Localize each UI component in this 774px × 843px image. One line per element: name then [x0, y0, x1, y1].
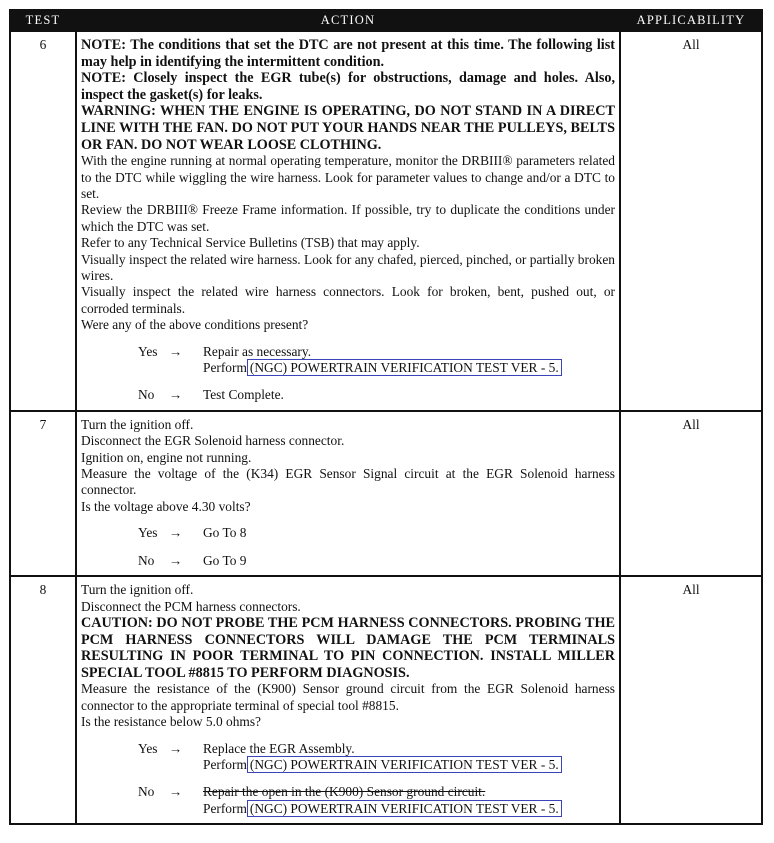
action-cell — [76, 411, 620, 576]
yes-branch — [138, 525, 615, 541]
branch-action-text: Replace the EGR Assembly. — [203, 740, 355, 756]
perform-line — [203, 757, 615, 773]
branch-key: Yes — [138, 740, 158, 756]
perform-line — [203, 801, 615, 817]
instruction-text: Turn the ignition off. — [81, 582, 194, 598]
instruction-text: Turn the ignition off. — [81, 416, 194, 432]
applicability-cell: All — [620, 31, 762, 411]
instruction-text: Measure the resistance of the (K900) Sensor ground circuit from the EGR Solenoid harness connector to the appropriate terminal of special tool #8815. — [81, 681, 615, 713]
instruction-text: Refer to any Technical Service Bulletins (TSB) that may apply. — [81, 235, 420, 251]
branch-action-text: Repair the open in the (K900) Sensor ground circuit. — [203, 784, 486, 800]
header-action: ACTION — [76, 10, 620, 31]
header-test: TEST — [10, 10, 76, 31]
instruction-text: With the engine running at normal operating temperature, monitor the DRBIII® parameters related to the DTC while wiggling the wire harness. Look for parameter values to change and/or a DTC to set. — [81, 153, 615, 201]
perform-label: Perform — [203, 800, 247, 816]
note-text: NOTE: Closely inspect the EGR tube(s) for obstructions, damage and holes. Also, inspect the gasket(s) for leaks. — [81, 70, 615, 103]
diagnostic-test-table — [9, 9, 763, 825]
right-arrow-icon: → — [169, 525, 183, 541]
applicability-cell: All — [620, 411, 762, 576]
branch-body — [203, 553, 615, 569]
no-branch — [138, 784, 615, 817]
instruction-text: Disconnect the PCM harness connectors. — [81, 598, 301, 614]
test-number: 6 — [10, 31, 76, 411]
perform-label: Perform — [203, 360, 247, 376]
branch-action-text: Go To 8 — [203, 525, 247, 541]
table-row — [10, 31, 762, 411]
branch-body — [203, 784, 615, 817]
instruction-text: Ignition on, engine not running. — [81, 449, 252, 465]
instruction-text: Is the voltage above 4.30 volts? — [81, 498, 251, 514]
instruction-text: Measure the voltage of the (K34) EGR Sensor Signal circuit at the EGR Solenoid harness connector. — [81, 466, 615, 498]
table-row — [10, 576, 762, 824]
table-header-row — [10, 10, 762, 31]
instruction-text: Review the DRBIII® Freeze Frame information. If possible, try to duplicate the conditions under which the DTC was set. — [81, 202, 615, 234]
branch-spacer — [81, 773, 615, 784]
branch-key: Yes — [138, 343, 158, 359]
verification-test-link[interactable]: (NGC) POWERTRAIN VERIFICATION TEST VER - 5. — [247, 756, 562, 773]
right-arrow-icon: → — [169, 740, 183, 756]
verification-test-link[interactable]: (NGC) POWERTRAIN VERIFICATION TEST VER - 5. — [247, 359, 562, 376]
test-number: 8 — [10, 576, 76, 824]
no-branch — [138, 387, 615, 403]
action-cell — [76, 31, 620, 411]
right-arrow-icon: → — [169, 784, 183, 800]
branch-action-text: Test Complete. — [203, 387, 284, 403]
branch-key: No — [138, 552, 155, 568]
diagnostic-table-page — [9, 9, 761, 825]
branch-key: No — [138, 387, 155, 403]
branch-body — [203, 387, 615, 403]
right-arrow-icon: → — [169, 552, 183, 568]
yes-branch — [138, 344, 615, 377]
yes-branch — [138, 741, 615, 774]
branch-action-text: Go To 9 — [203, 552, 247, 568]
note-text: NOTE: The conditions that set the DTC are not present at this time. The following list may help in identifying the intermittent condition. — [81, 37, 615, 70]
branch-action-text: Repair as necessary. — [203, 343, 312, 359]
note-text: WARNING: WHEN THE ENGINE IS OPERATING, DO NOT STAND IN A DIRECT LINE WITH THE FAN. DO NOT PUT YOUR HANDS NEAR THE PULLEYS, BELTS OR FAN. DO NOT WEAR LOOSE CLOTHING. — [81, 103, 615, 153]
instruction-text: Visually inspect the related wire harness connectors. Look for broken, bent, pushed out, or corroded terminals. — [81, 284, 615, 316]
branch-body — [203, 344, 615, 377]
branch-key: No — [138, 784, 155, 800]
test-number: 7 — [10, 411, 76, 576]
right-arrow-icon: → — [169, 387, 183, 403]
branch-body — [203, 741, 615, 774]
branch-body — [203, 525, 615, 541]
right-arrow-icon: → — [169, 343, 183, 359]
answer-branches — [81, 525, 615, 569]
verification-test-link[interactable]: (NGC) POWERTRAIN VERIFICATION TEST VER - 5. — [247, 800, 562, 817]
action-cell — [76, 576, 620, 824]
perform-line — [203, 360, 615, 376]
answer-branches — [81, 741, 615, 818]
instruction-text: Were any of the above conditions present? — [81, 317, 309, 333]
branch-spacer — [81, 542, 615, 553]
instruction-text: Disconnect the EGR Solenoid harness connector. — [81, 433, 345, 449]
branch-key: Yes — [138, 525, 158, 541]
instruction-text: Is the resistance below 5.0 ohms? — [81, 714, 261, 730]
table-row — [10, 411, 762, 576]
note-text: CAUTION: DO NOT PROBE THE PCM HARNESS CONNECTORS. PROBING THE PCM HARNESS CONNECTORS WILL DAMAGE THE PCM TERMINALS RESULTING IN POOR TERMINAL TO PIN CONNECTION. INSTALL MILLER SPECIAL TOOL #8815 TO PERFORM DIAGNOSIS. — [81, 614, 615, 681]
applicability-cell: All — [620, 576, 762, 824]
perform-label: Perform — [203, 756, 247, 772]
branch-spacer — [81, 376, 615, 387]
header-applicability: APPLICABILITY — [620, 10, 762, 31]
answer-branches — [81, 344, 615, 404]
instruction-text: Visually inspect the related wire harness. Look for any chafed, pierced, pinched, or partially broken wires. — [81, 251, 615, 283]
no-branch — [138, 553, 615, 569]
